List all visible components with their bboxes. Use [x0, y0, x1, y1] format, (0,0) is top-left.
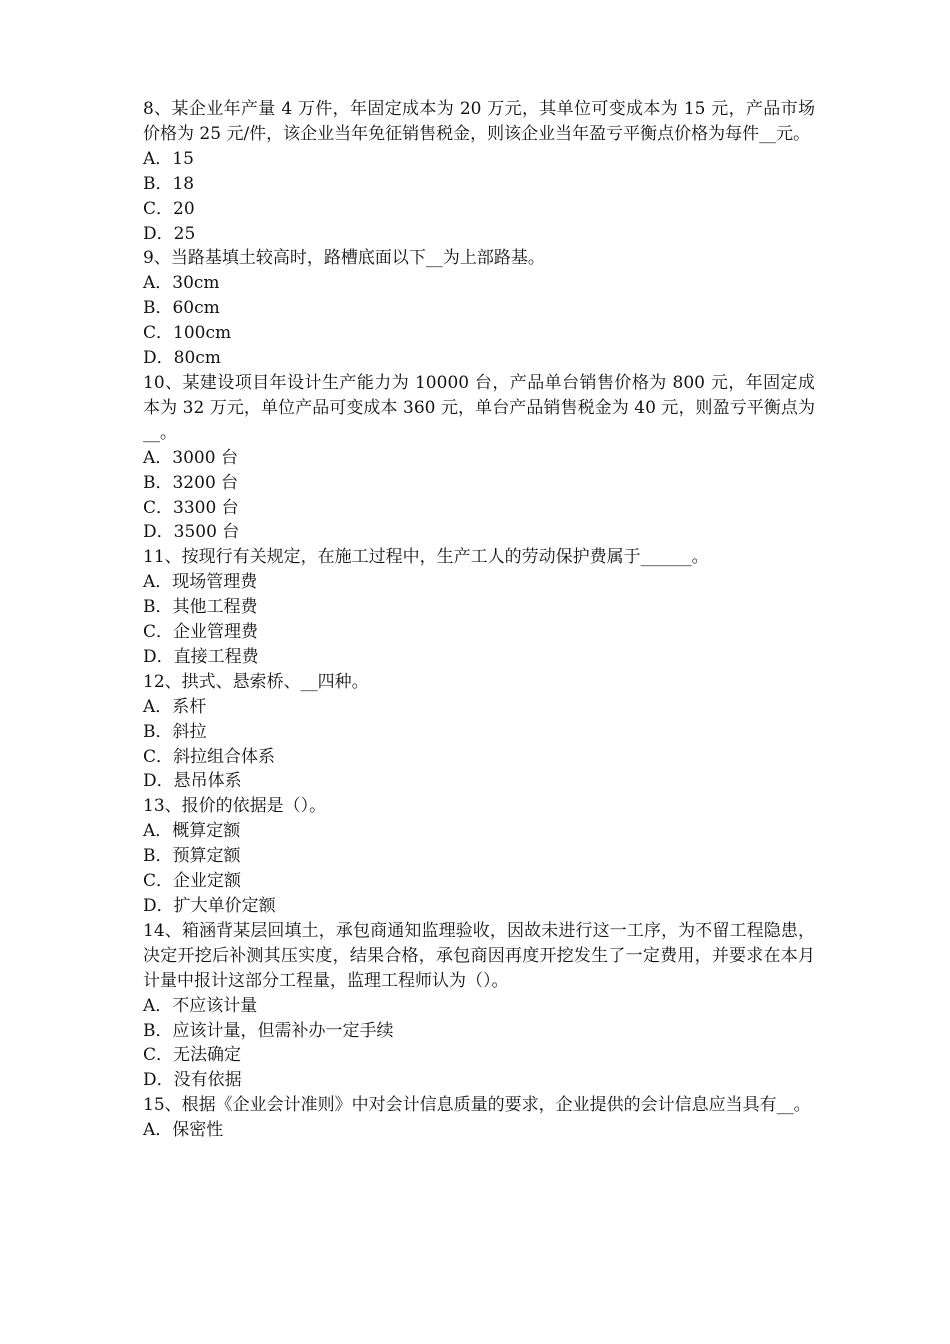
option-a: A．不应该计量	[143, 995, 258, 1016]
option-c: C．企业管理费	[143, 622, 259, 643]
option-b: B．18	[143, 173, 195, 194]
question-stem: 14、箱涵背某层回填土，承包商通知监理验收，因故未进行这一工序，为不留工程隐患，决定开挖后补测其压实度，结果合格，承包商因再度开挖发生了一定费用，并要求在本月计量中报计这部分工程量，监理工程师认为（）。	[143, 920, 815, 991]
option-list	[143, 819, 815, 919]
option-c: C．100cm	[143, 323, 232, 344]
option-b: B．3200 台	[143, 472, 239, 493]
option-list	[143, 1118, 815, 1143]
option-a: A．系杆	[143, 696, 207, 717]
option-c: C．企业定额	[143, 871, 242, 892]
question-15	[143, 1093, 815, 1143]
option-list	[143, 695, 815, 795]
option-list	[143, 570, 815, 670]
option-list	[143, 446, 815, 546]
option-d: D．直接工程费	[143, 646, 259, 667]
option-b: B．其他工程费	[143, 597, 258, 618]
question-9	[143, 246, 815, 371]
option-d: D．25	[143, 223, 196, 244]
option-c: C．3300 台	[143, 497, 239, 518]
option-d: D．3500 台	[143, 522, 240, 543]
option-d: D．扩大单价定额	[143, 896, 276, 916]
option-list	[143, 147, 815, 247]
option-d: D．悬吊体系	[143, 771, 242, 792]
option-b: B．斜拉	[143, 721, 207, 742]
question-stem: 13、报价的依据是（）。	[143, 796, 327, 817]
question-stem: 8、某企业年产量 4 万件，年固定成本为 20 万元，其单位可变成本为 15 元，产品市场价格为 25 元/件，该企业当年免征销售税金，则该企业当年盈亏平衡点价格为每件__元。	[143, 99, 815, 144]
question-11	[143, 545, 815, 670]
option-b: B．60cm	[143, 298, 220, 319]
question-13	[143, 794, 815, 919]
option-c: C．无法确定	[143, 1045, 242, 1066]
document-page	[143, 97, 815, 1143]
question-stem: 9、当路基填土较高时，路槽底面以下__为上部路基。	[143, 248, 545, 269]
option-d: D．没有依据	[143, 1070, 242, 1091]
option-c: C．斜拉组合体系	[143, 746, 276, 767]
question-stem: 15、根据《企业会计准则》中对会计信息质量的要求，企业提供的会计信息应当具有__。	[143, 1095, 811, 1116]
option-c: C．20	[143, 198, 195, 219]
question-stem: 11、按现行有关规定，在施工过程中，生产工人的劳动保护费属于______。	[143, 547, 709, 568]
question-stem: 10、某建设项目年设计生产能力为 10000 台，产品单台销售价格为 800 元，年固定成本为 32 万元，单位产品可变成本 360 元，单台产品销售税金为 40 元，则盈亏平衡点为__。	[143, 372, 815, 443]
option-a: A．30cm	[143, 273, 220, 294]
option-a: A．3000 台	[143, 447, 238, 468]
option-a: A．概算定额	[143, 821, 241, 842]
question-14	[143, 919, 815, 1093]
option-b: B．应该计量，但需补办一定手续	[143, 1020, 394, 1041]
option-a: A．15	[143, 148, 194, 169]
option-d: D．80cm	[143, 348, 221, 369]
option-a: A．保密性	[143, 1120, 224, 1141]
question-12	[143, 670, 815, 795]
option-a: A．现场管理费	[143, 572, 258, 593]
option-b: B．预算定额	[143, 846, 241, 867]
option-list	[143, 271, 815, 371]
question-stem: 12、拱式、悬索桥、__四种。	[143, 671, 369, 692]
question-8	[143, 97, 815, 246]
option-list	[143, 994, 815, 1094]
question-10	[143, 371, 815, 545]
